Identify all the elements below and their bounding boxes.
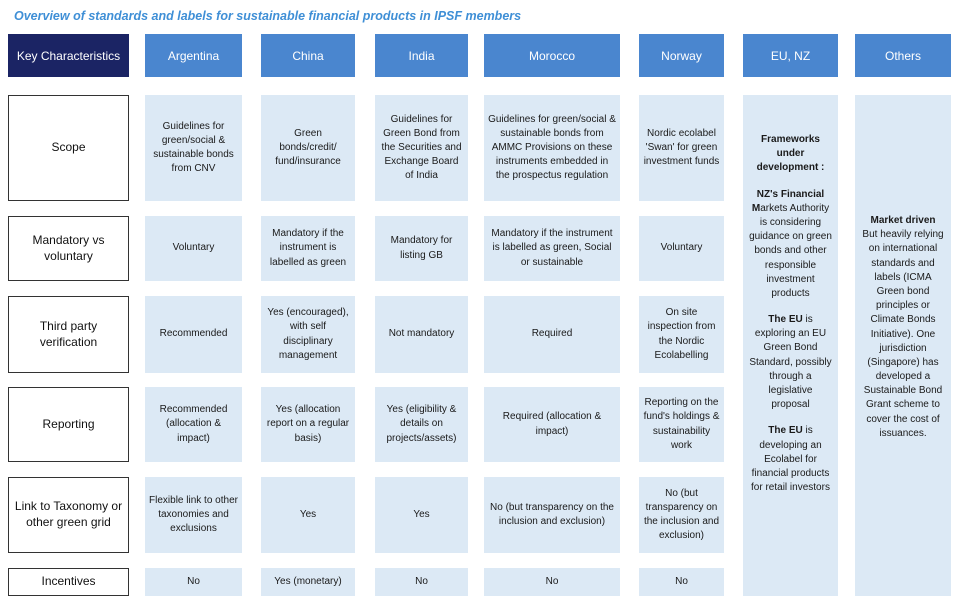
row-label-reporting: Reporting	[8, 387, 129, 462]
cell-scope-norway: Nordic ecolabel 'Swan' for green investment funds	[639, 95, 724, 201]
header-key-characteristics: Key Characteristics	[8, 34, 129, 77]
row-label-verification: Third party verification	[8, 296, 129, 373]
header-china: China	[261, 34, 355, 77]
cell-scope-china: Green bonds/credit/ fund/insurance	[261, 95, 355, 201]
cell-incentives-china: Yes (monetary)	[261, 568, 355, 596]
header-others: Others	[855, 34, 951, 77]
cell-mandatory-argentina: Voluntary	[145, 216, 242, 281]
cell-taxonomy-argentina: Flexible link to other taxonomies and exclusions	[145, 477, 242, 553]
header-india: India	[375, 34, 468, 77]
cell-verification-argentina: Recommended	[145, 296, 242, 373]
row-label-scope: Scope	[8, 95, 129, 201]
eu-nz-column	[743, 95, 838, 596]
header-eu-nz: EU, NZ	[743, 34, 838, 77]
header-argentina: Argentina	[145, 34, 242, 77]
cell-verification-china: Yes (encouraged), with self disciplinary management	[261, 296, 355, 373]
cell-reporting-norway: Reporting on the fund's holdings & sustainability work	[639, 387, 724, 462]
cell-verification-india: Not mandatory	[375, 296, 468, 373]
cell-reporting-china: Yes (allocation report on a regular basis)	[261, 387, 355, 462]
cell-scope-argentina: Guidelines for green/social & sustainable bonds from CNV	[145, 95, 242, 201]
others-text: But heavily relying on international standards and labels (ICMA Green bond principles or Climate Bonds Initiative). One jurisdiction (Singapore) has developed a Sustainable Bond Grant scheme to cover the cost of issuances.	[862, 229, 944, 439]
nz-lead: NZ's Financial M	[751, 188, 825, 214]
eu-text-1: is exploring an EU Green Bond Standard, possibly through a legislative proposal	[749, 314, 832, 411]
row-label-taxonomy: Link to Taxonomy or other green grid	[8, 477, 129, 553]
cell-taxonomy-india: Yes	[375, 477, 468, 553]
nz-text: arkets Authority is considering guidance on green bonds and other responsible investment products	[749, 202, 832, 299]
eu-text-2: is developing an Ecolabel for financial products for retail investors	[751, 425, 830, 494]
cell-mandatory-morocco: Mandatory if the instrument is labelled as green, Social or sustainable	[484, 216, 620, 281]
eu-lead-1: The EU	[768, 314, 803, 326]
row-label-mandatory: Mandatory vs voluntary	[8, 216, 129, 281]
cell-incentives-india: No	[375, 568, 468, 596]
cell-scope-india: Guidelines for Green Bond from the Securities and Exchange Board of India	[375, 95, 468, 201]
cell-incentives-morocco: No	[484, 568, 620, 596]
cell-taxonomy-norway: No (but transparency on the inclusion and exclusion)	[639, 477, 724, 553]
header-morocco: Morocco	[484, 34, 620, 77]
cell-mandatory-norway: Voluntary	[639, 216, 724, 281]
cell-reporting-india: Yes (eligibility & details on projects/assets)	[375, 387, 468, 462]
eu-lead-2: The EU	[768, 425, 803, 437]
cell-verification-morocco: Required	[484, 296, 620, 373]
others-lead: Market driven	[870, 215, 936, 226]
page-title: Overview of standards and labels for sustainable financial products in IPSF members	[14, 9, 522, 23]
cell-taxonomy-morocco: No (but transparency on the inclusion and exclusion)	[484, 477, 620, 553]
row-label-incentives: Incentives	[8, 568, 129, 596]
cell-incentives-argentina: No	[145, 568, 242, 596]
cell-incentives-norway: No	[639, 568, 724, 596]
header-norway: Norway	[639, 34, 724, 77]
cell-taxonomy-china: Yes	[261, 477, 355, 553]
cell-scope-morocco: Guidelines for green/social & sustainable bonds from AMMC Provisions on these instruments embedded in the prospectus regulation	[484, 95, 620, 201]
eu-nz-heading: Frameworks under development :	[756, 134, 825, 174]
cell-reporting-argentina: Recommended (allocation & impact)	[145, 387, 242, 462]
cell-verification-norway: On site inspection from the Nordic Ecolabelling	[639, 296, 724, 373]
others-column	[855, 95, 951, 596]
cell-reporting-morocco: Required (allocation & impact)	[484, 387, 620, 462]
cell-mandatory-india: Mandatory for listing GB	[375, 216, 468, 281]
cell-mandatory-china: Mandatory if the instrument is labelled as green	[261, 216, 355, 281]
